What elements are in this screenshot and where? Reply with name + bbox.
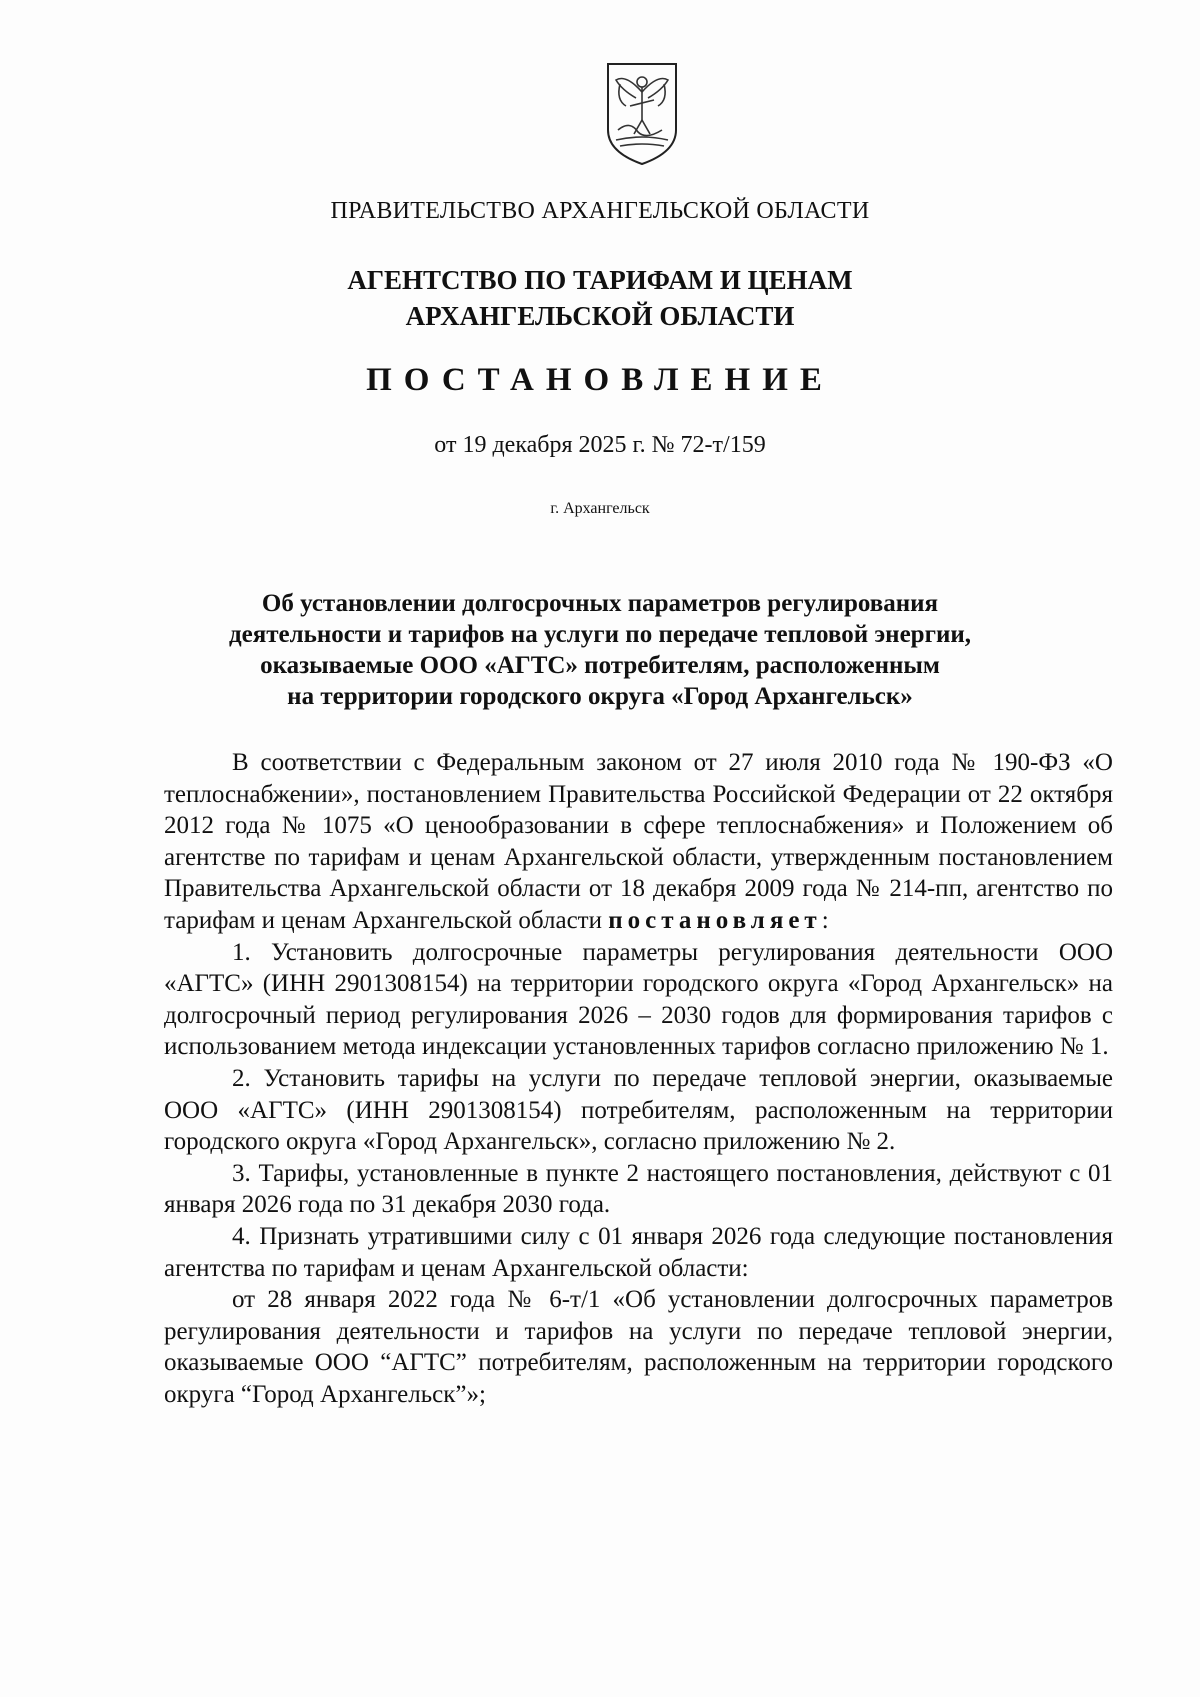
agency-name-line2: АРХАНГЕЛЬСКОЙ ОБЛАСТИ	[405, 301, 795, 331]
document-body	[164, 747, 1113, 1410]
title-line2: деятельности и тарифов на услуги по передаче тепловой энергии,	[228, 621, 972, 648]
document-type: ПОСТАНОВЛЕНИЕ	[366, 362, 834, 398]
decree-word: постановляет	[608, 906, 822, 934]
item-2: 2. Установить тарифы на услуги по передаче тепловой энергии, оказываемые ООО «АГТС» (ИНН 2901308154) потребителям, расположенным на территории городского округа «Город Архангельск», согласно приложению № 2.	[164, 1064, 1113, 1156]
arkhangelsk-coat-of-arms-icon	[602, 60, 682, 168]
item-4-subitem-1: от 28 января 2022 года № 6-т/1 «Об установлении долгосрочных параметров регулирования деятельности и тарифов на услуги по передаче тепловой энергии, оказываемые ООО “АГТС” потребителям, расположенным на территории городского округа “Город Архангельск”»;	[164, 1286, 1113, 1408]
document-date-number: от 19 декабря 2025 г. № 72-т/159	[434, 432, 766, 458]
government-name: ПРАВИТЕЛЬСТВО АРХАНГЕЛЬСКОЙ ОБЛАСТИ	[330, 198, 870, 224]
agency-name	[0, 262, 1200, 334]
item-3: 3. Тарифы, установленные в пункте 2 настоящего постановления, действуют с 01 января 2026 года по 31 декабря 2030 года.	[164, 1159, 1113, 1219]
document-title	[0, 588, 1200, 712]
item-4: 4. Признать утратившими силу с 01 января 2026 года следующие постановления агентства по тарифам и ценам Архангельской области:	[164, 1222, 1113, 1282]
preamble-text: В соответствии с Федеральным законом от 27 июля 2010 года № 190-ФЗ «О теплоснабжении», постановлением Правительства Российской Федерации от 22 октября 2012 года № 1075 «О ценообразовании в сфере теплоснабжения» и Положением об агентстве по тарифам и ценам Архангельской области, утвержденным постановлением Правительства Архангельской области от 18 декабря 2009 года № 214-пп, агентство по тарифам и ценам Архангельской области	[164, 749, 1113, 934]
item-1: 1. Установить долгосрочные параметры регулирования деятельности ООО «АГТС» (ИНН 2901308154) на территории городского округа «Город Архангельск» на долгосрочный период регулирования 2026 – 2030 годов для формирования тарифов с использованием метода индексации установленных тарифов согласно приложению № 1.	[164, 938, 1113, 1061]
preamble-paragraph	[164, 747, 1113, 937]
agency-name-line1: АГЕНТСТВО ПО ТАРИФАМ И ЦЕНАМ	[347, 265, 853, 295]
title-line1: Об установлении долгосрочных параметров регулирования	[261, 590, 939, 617]
document-city: г. Архангельск	[550, 500, 650, 517]
title-line4: на территории городского округа «Город Архангельск»	[287, 683, 913, 710]
title-line3: оказываемые ООО «АГТС» потребителям, расположенным	[260, 652, 940, 679]
decree-colon: :	[821, 906, 829, 934]
